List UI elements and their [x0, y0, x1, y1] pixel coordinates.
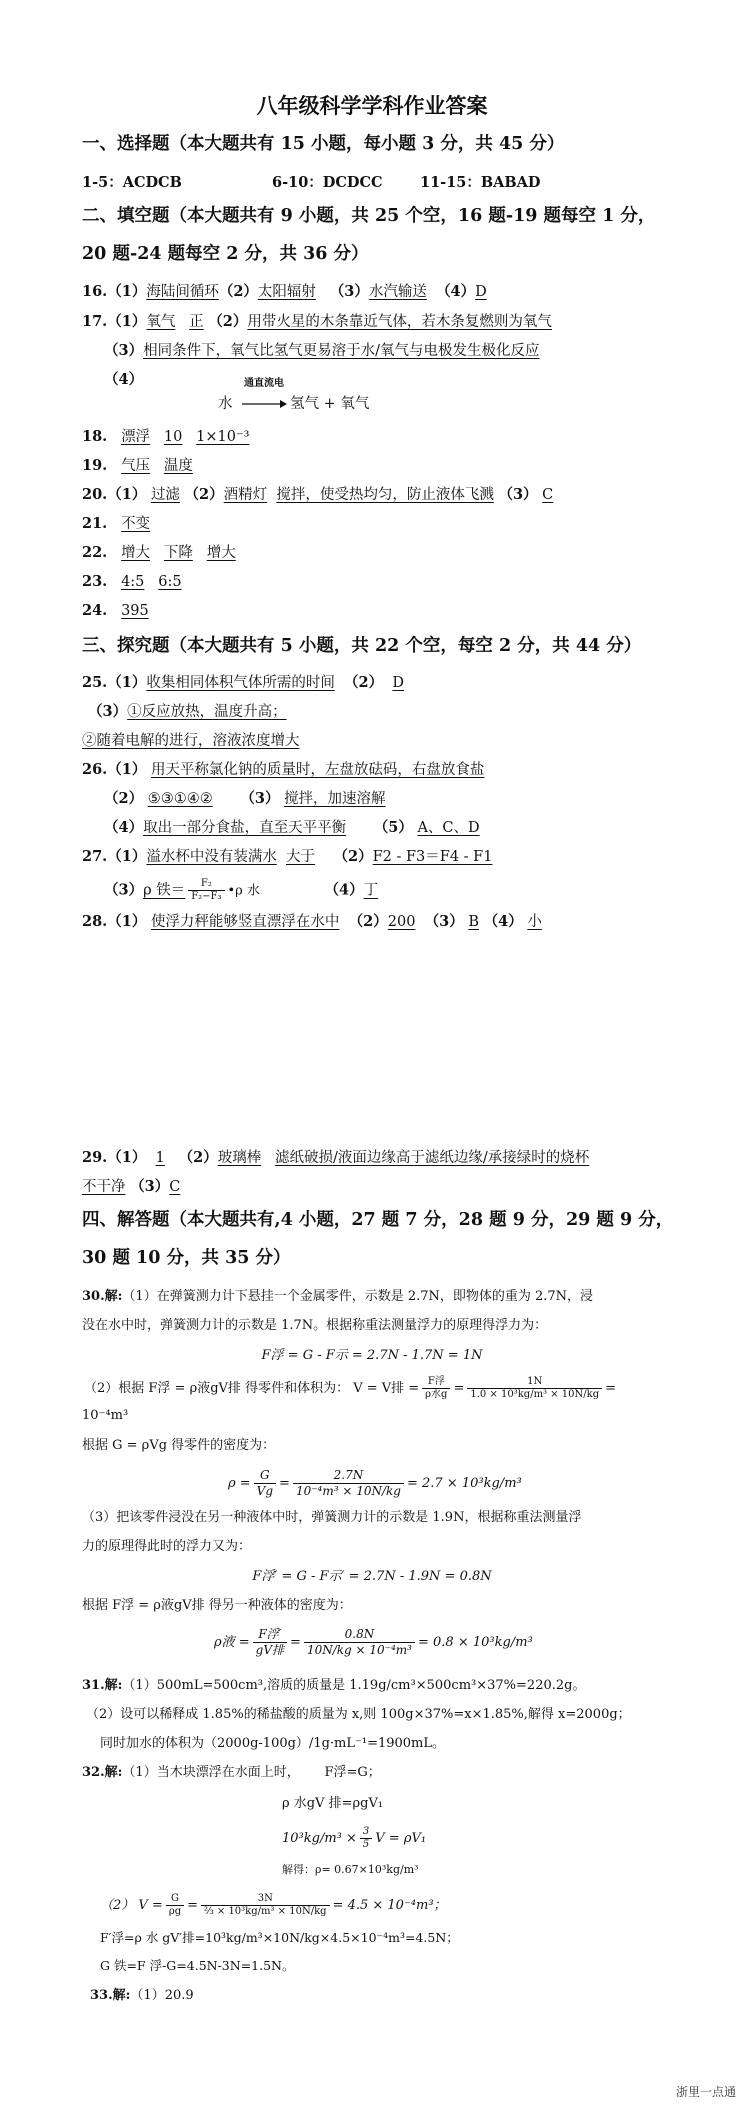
q22-c: 增大 — [206, 545, 236, 561]
q20-b: 酒精灯 — [223, 487, 268, 503]
q18-c: 1×10⁻³ — [196, 429, 250, 445]
q30-rho2-frac1-top: F浮′ — [253, 1627, 287, 1643]
q32-l1: （1）当木块漂浮在水面上时， — [122, 1765, 300, 1780]
q31-line1 — [82, 1676, 585, 1696]
q20 — [82, 485, 553, 505]
q28-b: 200 — [387, 914, 416, 930]
q27-d2: •ρ 水 — [227, 883, 260, 899]
q30-l3: （2）根据 F浮 = ρ液gV排 得零件和体积为： V = V排 = — [84, 1381, 420, 1396]
q23-b: 6:5 — [158, 574, 182, 590]
q32-l5-res: = 4.5 × 10⁻⁴m³； — [332, 1898, 447, 1913]
q30-line3 — [84, 1376, 616, 1401]
q23 — [82, 572, 182, 592]
q16-num: 16.（1） — [82, 283, 147, 300]
q27-num: 27.（1） — [82, 848, 147, 865]
q30-rho2-lhs: ρ液 = — [214, 1635, 250, 1650]
q23-a: 4:5 — [121, 574, 145, 590]
q24-a: 395 — [121, 603, 149, 619]
q29-num: 29.（1） — [82, 1149, 147, 1166]
q32-l5-frac1-top: G — [166, 1893, 184, 1906]
q30-line1 — [82, 1287, 593, 1307]
q19-a: 气压 — [121, 458, 151, 474]
q17-line2 — [104, 341, 539, 361]
q20-a: 过滤 — [150, 487, 180, 503]
q27-line2 — [104, 878, 378, 903]
q17-c: 相同条件下，氧气比氢气更易溶于水/氧气与电极发生极化反应 — [143, 343, 540, 359]
q28-p2: （2） — [348, 913, 388, 930]
q30-rho1 — [228, 1468, 522, 1499]
q29-b: 玻璃棒 — [217, 1150, 262, 1166]
q31-num: 31.解: — [82, 1678, 123, 1693]
section-4-header-line1: 四、解答题（本大题共有,4 小题，27 题 7 分，28 题 9 分，29 题 9 分， — [82, 1210, 674, 1230]
q32-l5-frac2-bottom: ⅔ × 10³kg/m³ × 10N/kg — [204, 1906, 327, 1917]
q27-c: F2 - F3＝F4 - F1 — [372, 849, 493, 865]
q24 — [82, 601, 149, 621]
q19-b: 温度 — [163, 458, 193, 474]
q29-p3: （3） — [130, 1178, 170, 1195]
q33-num: 33.解: — [90, 1988, 131, 2003]
q29-line2 — [82, 1177, 180, 1197]
q31-l2: （2）设可以稀释成 1.85%的稀盐酸的质量为 x,则 100g×37%=x×1.85%,解得 x=2000g； — [86, 1707, 631, 1722]
q21-num: 21. — [82, 515, 108, 532]
q30-rho1-frac1 — [254, 1468, 276, 1499]
q30-num: 30.解: — [82, 1289, 123, 1304]
q20-d: C — [542, 487, 554, 503]
q17-reaction-condition: 通直流电 — [244, 378, 284, 389]
q21-a: 不变 — [121, 516, 151, 532]
q25-line1 — [82, 673, 404, 693]
q18-b: 10 — [163, 429, 183, 445]
q29-line1 — [82, 1148, 589, 1168]
q32-l4: 解得：ρ= 0.67×10³kg/m³ — [282, 1863, 419, 1876]
q25-line2 — [88, 702, 287, 722]
q32-line3 — [282, 1826, 426, 1851]
section-1-header: 一、选择题（本大题共有 15 小题，每小题 3 分，共 45 分） — [82, 134, 565, 154]
q25-num: 25.（1） — [82, 674, 147, 691]
q30-frac2 — [467, 1376, 602, 1401]
q32-l5-frac1 — [166, 1893, 184, 1918]
q26-line2 — [104, 789, 386, 809]
q16 — [82, 282, 487, 302]
q32-frac-top: 3 — [360, 1826, 372, 1839]
q18-num: 18. — [82, 428, 108, 445]
q20-p3: （3） — [498, 486, 538, 503]
q33-line1 — [90, 1986, 194, 2006]
q30-rho1-frac2-top: 2.7N — [293, 1468, 404, 1484]
q25-line3 — [82, 731, 300, 751]
answer-1-5: 1-5：ACDCB — [82, 174, 182, 191]
q16-d: D — [475, 284, 487, 300]
q23-num: 23. — [82, 573, 108, 590]
q29-a: 1 — [155, 1150, 165, 1166]
q25-p3: （3） — [88, 703, 128, 720]
q30-eq-end: = — [605, 1381, 617, 1396]
q31-l3: 同时加水的体积为（2000g-100g）/1g·mL⁻¹=1900mL。 — [100, 1736, 446, 1751]
q30-frac2-bottom: 1.0 × 10³kg/m³ × 10N/kg — [470, 1389, 600, 1400]
q32-l3b: V = ρV₁ — [375, 1831, 427, 1846]
q16-c: 水汽输送 — [368, 284, 427, 300]
q26-d: 取出一部分食盐，直至天平平衡 — [143, 820, 347, 836]
q27-frac-top: F₂ — [188, 878, 224, 891]
q18 — [82, 427, 249, 447]
q30-l6: （3）把该零件浸没在另一种液体中时，弹簧测力计的示数是 1.9N，根据称重法测量浮 — [82, 1510, 582, 1525]
q32-l5-eq: = — [187, 1898, 199, 1913]
q17-a1: 氧气 — [146, 314, 176, 330]
q30-l4: 10⁻⁴m³ — [82, 1408, 129, 1423]
q22-b: 下降 — [163, 545, 193, 561]
q17-equation-right: 氢气 + 氧气 — [290, 396, 370, 412]
q27-p3: （3） — [104, 881, 144, 899]
q26-b: ⑤③①④② — [147, 791, 213, 807]
q32-l3a: 10³kg/m³ × — [282, 1831, 357, 1846]
q17-p4: （4） — [104, 371, 144, 388]
q30-l8: 根据 F浮 = ρ液gV排 得另一种液体的密度为： — [82, 1598, 352, 1613]
watermark: 浙里一点通 — [675, 2085, 736, 2099]
q32-frac — [360, 1826, 372, 1851]
q29-p2: （2） — [178, 1149, 218, 1166]
q21 — [82, 514, 150, 534]
q17-p2: （2） — [208, 313, 248, 330]
q26-e: A、C、D — [417, 820, 480, 836]
q22 — [82, 543, 236, 563]
q30-rho1-frac2-bottom: 10⁻⁴m³ × 10N/kg — [295, 1484, 401, 1498]
answer-6-10: 6-10：DCDCC — [272, 174, 383, 191]
q25-d: ②随着电解的进行，溶液浓度增大 — [82, 733, 300, 749]
q27-frac-bottom: F₂−F₃ — [191, 891, 222, 902]
q27-d: ρ 铁＝ — [143, 882, 186, 899]
q27-e: 丁 — [363, 882, 379, 899]
q17-line1 — [82, 312, 552, 332]
q27-p4: （4） — [324, 881, 364, 899]
q33-l1: （1）20.9 — [130, 1988, 194, 2003]
q16-p3: （3） — [329, 283, 369, 300]
q32-l5-frac2-top: 3N — [201, 1893, 330, 1906]
q29-c: 滤纸破损/液面边缘高于滤纸边缘/承接绿时的烧杯 — [275, 1150, 590, 1166]
q30-rho2-frac2 — [304, 1627, 415, 1658]
q27-p2: （2） — [333, 848, 373, 865]
q20-p2: （2） — [184, 486, 224, 503]
q25-c: ①反应放热，温度升高； — [127, 704, 287, 720]
q32-l5-frac1-bottom: ρg — [168, 1906, 182, 1917]
q30-rho1-lhs: ρ = — [228, 1476, 251, 1491]
q32-l5-frac2 — [201, 1893, 330, 1918]
q30-l1: （1）在弹簧测力计下悬挂一个金属零件，示数是 2.7N，即物体的重为 2.7N，浸 — [122, 1289, 594, 1304]
q27-a: 溢水杯中没有装满水 — [146, 849, 277, 865]
q25-b: D — [392, 675, 404, 691]
q30-frac1 — [422, 1376, 450, 1401]
q22-a: 增大 — [121, 545, 151, 561]
q26-c: 搅拌，加速溶解 — [284, 791, 386, 807]
q30-rho1-res: = 2.7 × 10³kg/m³ — [407, 1476, 522, 1491]
q17-p3: （3） — [104, 342, 144, 359]
q29-c2: 不干净 — [82, 1179, 126, 1195]
q26-p2: （2） — [104, 790, 144, 807]
answer-11-15: 11-15：BABAD — [420, 174, 541, 191]
page-title: 八年级科学学科作业答案 — [256, 93, 488, 118]
q30-rho2-frac1 — [253, 1627, 287, 1658]
q32-l7: G 铁=F 浮-G=4.5N-3N=1.5N。 — [100, 1958, 295, 1973]
q30-rho1-frac1-top: G — [254, 1468, 276, 1484]
q20-c: 搅拌，使受热均匀，防止液体飞溅 — [276, 487, 494, 503]
reaction-arrow-icon — [240, 396, 288, 412]
q30-frac1-top: F浮 — [422, 1376, 450, 1389]
q25-a: 收集相同体积气体所需的时间 — [146, 675, 335, 691]
q30-frac1-bottom: ρ水g — [425, 1389, 448, 1400]
q30-rho2-frac2-bottom: 10N/kg × 10⁻⁴m³ — [306, 1643, 412, 1657]
q32-l1b: F浮=G； — [324, 1765, 381, 1780]
q30-rho2-frac2-top: 0.8N — [304, 1627, 415, 1643]
q26-line1 — [82, 760, 484, 780]
q26-p4: （4） — [104, 819, 144, 836]
q30-eq1: F浮 = G - F示 = 2.7N - 1.7N = 1N — [261, 1348, 483, 1363]
q26-num: 26.（1） — [82, 761, 147, 778]
section-3-header: 三、探究题（本大题共有 5 小题，共 22 个空，每空 2 分，共 44 分） — [82, 636, 642, 656]
q17-equation-left: 水 — [218, 396, 233, 412]
q30-eq-mid: = — [453, 1381, 465, 1396]
q30-l2: 没在水中时，弹簧测力计的示数是 1.7N。根据称重法测量浮力的原理得浮力为： — [82, 1318, 548, 1333]
section-2-header-line1: 二、填空题（本大题共有 9 小题，共 25 个空，16 题-19 题每空 1 分， — [82, 206, 656, 226]
q30-l7: 力的原理得此时的浮力又为： — [82, 1539, 252, 1554]
q30-eq2: F浮′ = G - F示′ = 2.7N - 1.9N = 0.8N — [252, 1569, 492, 1584]
q32-frac-bottom: 5 — [362, 1839, 370, 1850]
q28-num: 28.（1） — [82, 913, 147, 930]
q27-line1 — [82, 847, 492, 867]
q32-l5a: （2） V = — [100, 1898, 163, 1913]
q30-rho2 — [214, 1627, 533, 1658]
q16-p2: （2） — [218, 283, 258, 300]
q30-rho1-eq: = — [279, 1476, 290, 1491]
q30-rho2-res: = 0.8 × 10³kg/m³ — [418, 1635, 533, 1650]
q30-rho2-eq: = — [290, 1635, 301, 1650]
q25-p2: （2） — [344, 674, 384, 691]
q32-l2: ρ 水gV 排=ρgV₁ — [282, 1796, 384, 1811]
q27-b: 大于 — [286, 849, 316, 865]
q28 — [82, 912, 542, 932]
q18-a: 漂浮 — [121, 429, 151, 445]
q19 — [82, 456, 193, 476]
q28-c: B — [468, 914, 480, 930]
q17-b: 用带火星的木条靠近气体，若木条复燃则为氧气 — [247, 314, 552, 330]
q16-a: 海陆间循环 — [146, 284, 219, 300]
q31-l1: （1）500mL=500cm³,溶质的质量是 1.19g/cm³×500cm³×37%=220.2g。 — [122, 1678, 586, 1693]
q30-rho1-frac2 — [293, 1468, 404, 1499]
q20-num: 20.（1） — [82, 486, 147, 503]
q28-d: 小 — [527, 914, 542, 930]
q32-line5 — [100, 1893, 447, 1918]
q27-fraction — [188, 878, 224, 903]
q30-l5: 根据 G = ρVg 得零件的密度为： — [82, 1438, 276, 1453]
q26-p5: （5） — [373, 819, 413, 836]
q30-rho2-frac1-bottom: gV排 — [255, 1643, 285, 1657]
q26-p3: （3） — [240, 790, 280, 807]
q28-p3: （3） — [424, 913, 464, 930]
q16-b: 太阳辐射 — [257, 284, 316, 300]
q32-line1 — [82, 1763, 381, 1783]
q32-l6: F′浮=ρ 水 gV′排=10³kg/m³×10N/kg×4.5×10⁻⁴m³=4.5N； — [100, 1930, 459, 1945]
q19-num: 19. — [82, 457, 108, 474]
q26-a: 用天平称氯化钠的质量时，左盘放砝码，右盘放食盐 — [150, 762, 485, 778]
q30-rho1-frac1-bottom: Vg — [256, 1484, 274, 1498]
section-4-header-line2: 30 题 10 分，共 35 分） — [82, 1248, 291, 1268]
q28-a: 使浮力秤能够竖直漂浮在水中 — [150, 914, 340, 930]
q17-a2: 正 — [189, 314, 204, 330]
q29-d: C — [169, 1179, 181, 1195]
q28-p4: （4） — [483, 913, 523, 930]
q24-num: 24. — [82, 602, 108, 619]
q30-frac2-top: 1N — [467, 1376, 602, 1389]
q22-num: 22. — [82, 544, 108, 561]
section-2-header-line2: 20 题-24 题每空 2 分，共 36 分） — [82, 244, 369, 264]
q17-num: 17.（1） — [82, 313, 147, 330]
q16-p4: （4） — [436, 283, 476, 300]
q32-num: 32.解: — [82, 1765, 123, 1780]
q26-line3 — [104, 818, 480, 838]
